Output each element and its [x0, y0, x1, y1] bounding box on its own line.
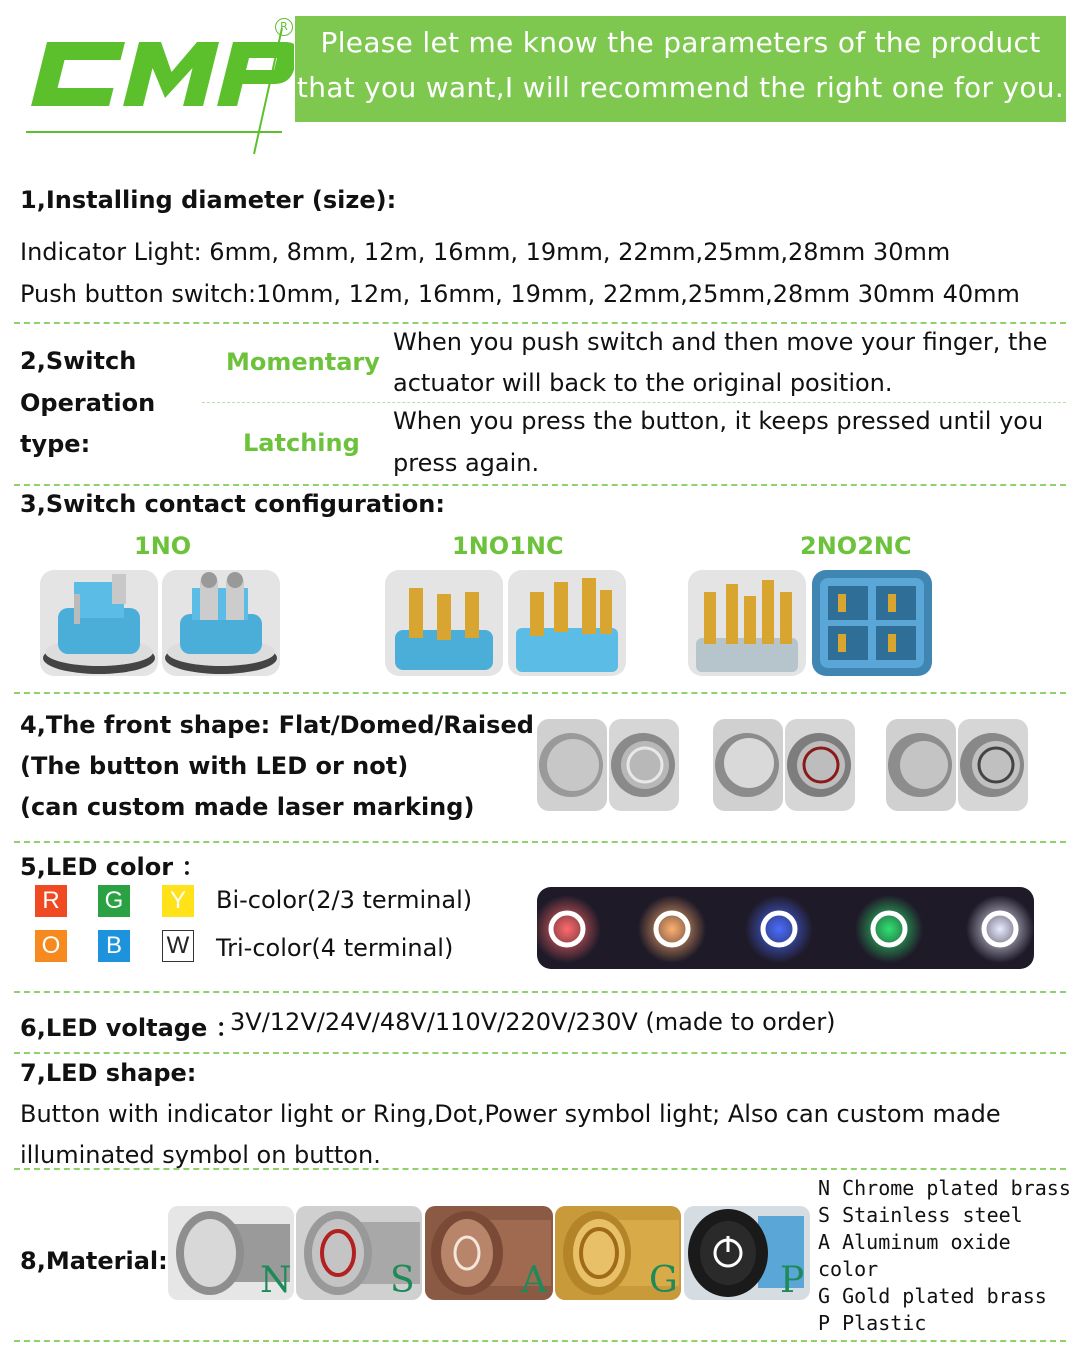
divider — [14, 484, 1066, 486]
latching-desc-2: press again. — [393, 449, 540, 477]
material-chrome-photo — [168, 1206, 294, 1300]
s6-label: 6,LED voltage ： — [20, 1014, 240, 1042]
s1-pushbutton-sizes: Push button switch:10mm, 12m, 16mm, 19mm, 22mm,25mm,28mm 30mm 40mm — [20, 280, 1020, 308]
legend-item: G Gold plated brass — [818, 1284, 1047, 1308]
material-letter-p: P — [780, 1260, 805, 1300]
s5-title: 5,LED color ： — [20, 853, 206, 881]
material-legend — [818, 1175, 1071, 1337]
switch-1no-photo — [40, 570, 158, 676]
s2-title-2: Operation — [20, 389, 156, 417]
led-colors-photo — [537, 887, 1034, 969]
banner-line-1: Please let me know the parameters of the product — [320, 26, 1041, 59]
s7-title: 7,LED shape: — [20, 1059, 197, 1087]
legend-item: A Aluminum oxide — [818, 1230, 1011, 1254]
contact-label-1no: 1NO — [134, 532, 192, 560]
divider — [14, 1168, 1066, 1170]
s4-line-1: 4,The front shape: Flat/Domed/Raised — [20, 711, 534, 739]
color-badge-red: R — [35, 885, 67, 917]
inner-divider — [202, 402, 1066, 403]
material-letter-s: S — [390, 1260, 415, 1300]
switch-2no2nc-photo — [688, 570, 806, 676]
tricolor-text: Tri-color(4 terminal) — [216, 934, 454, 962]
divider — [14, 841, 1066, 843]
legend-item: P Plastic — [818, 1311, 927, 1335]
material-plastic-photo — [684, 1206, 810, 1300]
divider — [14, 991, 1066, 993]
contact-label-2no2nc: 2NO2NC — [800, 532, 912, 560]
s1-title: 1,Installing diameter (size): — [20, 186, 397, 214]
latching-desc-1: When you press the button, it keeps pressed until you — [393, 407, 1044, 435]
color-badge-white: W — [162, 930, 194, 962]
registered-mark: R — [275, 18, 293, 36]
switch-1no1nc-photo — [508, 570, 626, 676]
front-shape-flat-photo — [537, 719, 679, 811]
switch-1no-photo — [162, 570, 280, 676]
divider — [14, 1340, 1066, 1342]
s4-line-2: (The button with LED or not) — [20, 752, 409, 780]
material-stainless-photo — [296, 1206, 422, 1300]
switch-1no1nc-photo — [385, 570, 503, 676]
legend-item: N Chrome plated brass — [818, 1176, 1071, 1200]
s2-title-3: type: — [20, 430, 91, 458]
s8-title: 8,Material: — [20, 1247, 168, 1275]
banner-line-2: that you want,I will recommend the right one for you. — [296, 71, 1065, 104]
divider — [14, 322, 1066, 324]
s6-voltage-value: 3V/12V/24V/48V/110V/220V/230V (made to order) — [230, 1008, 836, 1036]
s7-line-2: illuminated symbol on button. — [20, 1141, 381, 1169]
color-badge-orange: O — [35, 930, 67, 962]
material-gold-photo — [555, 1206, 681, 1300]
s4-line-3: (can custom made laser marking) — [20, 793, 475, 821]
switch-2no2nc-photo — [812, 570, 932, 676]
header-banner — [295, 16, 1066, 122]
s3-title: 3,Switch contact configuration: — [20, 490, 445, 518]
material-letter-n: N — [260, 1260, 292, 1300]
contact-label-1no1nc: 1NO1NC — [452, 532, 564, 560]
momentary-label: Momentary — [226, 348, 380, 376]
front-shape-raised-photo — [886, 719, 1028, 811]
material-letter-a: A — [521, 1260, 547, 1300]
legend-item: S Stainless steel — [818, 1203, 1023, 1227]
legend-item: color — [818, 1257, 879, 1281]
front-shape-domed-photo — [713, 719, 855, 811]
s2-title-1: 2,Switch — [20, 347, 137, 375]
s1-indicator-sizes: Indicator Light: 6mm, 8mm, 12m, 16mm, 19mm, 22mm,25mm,28mm 30mm — [20, 238, 951, 266]
material-aluminum-photo — [425, 1206, 553, 1300]
color-badge-green: G — [98, 885, 130, 917]
divider — [14, 1052, 1066, 1054]
color-badge-yellow: Y — [162, 885, 194, 917]
cmp-logo — [14, 14, 294, 156]
s7-line-1: Button with indicator light or Ring,Dot,Power symbol light; Also can custom made — [20, 1100, 1001, 1128]
material-letter-g: G — [649, 1260, 678, 1300]
latching-label: Latching — [243, 429, 360, 457]
divider — [14, 692, 1066, 694]
momentary-desc-2: actuator will back to the original position. — [393, 369, 893, 397]
momentary-desc-1: When you push switch and then move your finger, the — [393, 328, 1048, 356]
bicolor-text: Bi-color(2/3 terminal) — [216, 886, 473, 914]
color-badge-blue: B — [98, 930, 130, 962]
